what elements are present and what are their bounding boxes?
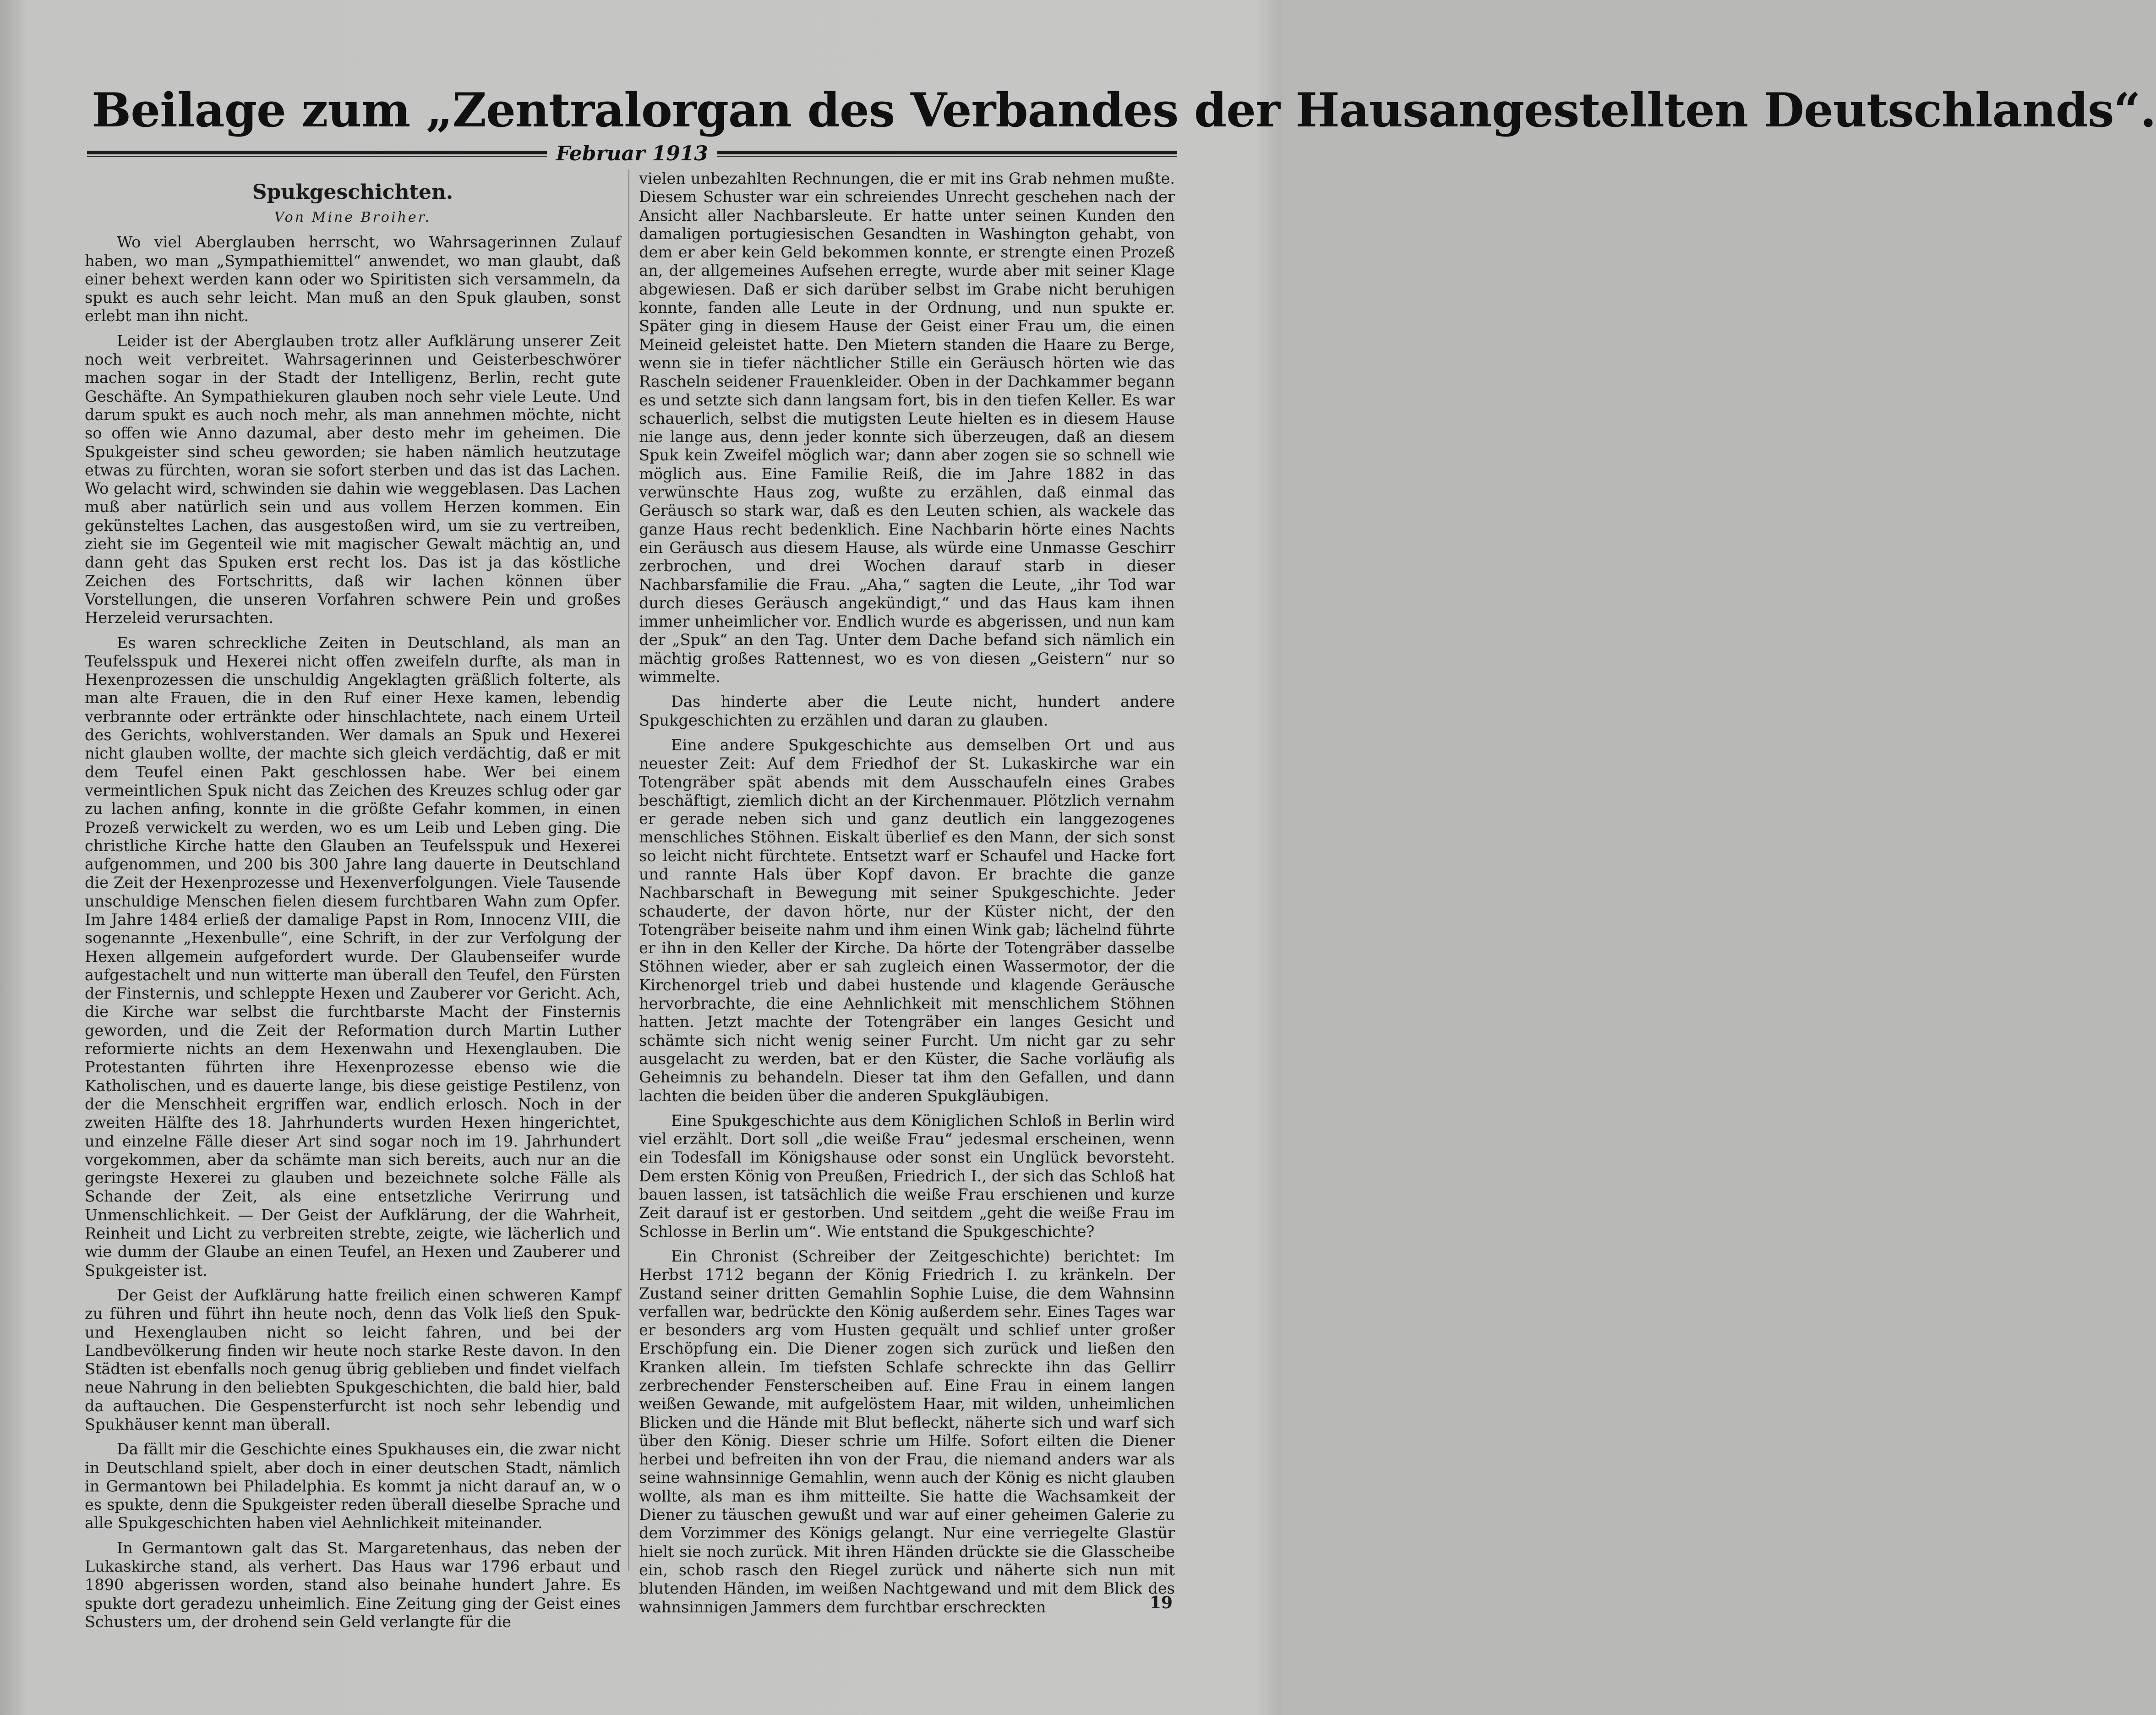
dateline-rule-right [717, 151, 1177, 157]
paragraph: Da fällt mir die Geschichte eines Spukhauses ein, die zwar nicht in Deutschland spielt, aber doch in einer deutschen Stadt, nämlich in Germantown bei Philadelphia. Es kommt ja nicht darauf an, w o es spukte, denn die Spukgeister reden überall dieselbe Sprache und alle Spukgeschichten haben viel Aehnlichkeit miteinander. [85, 1440, 621, 1532]
paragraph: Wo viel Aberglauben herrscht, wo Wahrsagerinnen Zulauf haben, wo man „Sympathiemittel“ anwendet, wo man glaubt, daß einer behext werden kann oder wo Spiritisten sich versammeln, da spukt es auch sehr leicht. Man muß an den Spuk glauben, sonst erlebt man ihn nicht. [85, 233, 621, 325]
paragraph: Eine Spukgeschichte aus dem Königlichen Schloß in Berlin wird viel erzählt. Dort soll „die weiße Frau“ jedesmal erscheinen, wenn ein Todesfall im Königshause oder sonst ein Unglück bevorsteht. Dem ersten König von Preußen, Friedrich I., der sich das Schloß hat bauen lassen, ist tatsächlich die weiße Frau erschienen und kurze Zeit darauf ist er gestorben. Und seitdem „geht die weiße Frau im Schlosse in Berlin um“. Wie entstand die Spukgeschichte? [639, 1111, 1175, 1240]
paragraph: Es waren schreckliche Zeiten in Deutschland, als man an Teufelsspuk und Hexerei nicht offen zweifeln durfte, als man in Hexenprozessen die unschuldig Angeklagten gräßlich folterte, als man alte Frauen, die in den Ruf einer Hexe kamen, lebendig verbrannte oder ertränkte oder hinschlachtete, nach einem Urteil des Gerichts, wohlverstanden. Wer damals an Spuk und Hexerei nicht glauben wollte, der machte sich gleich verdächtig, daß er mit dem Teufel einen Pakt geschlossen habe. Wer bei einem vermeintlichen Spuk nicht das Zeichen des Kreuzes schlug oder gar zu lachen anfing, konnte in die größte Gefahr kommen, in einen Prozeß verwickelt zu werden, wo es um Leib und Leben ging. Die christliche Kirche hatte den Glauben an Teufelsspuk und Hexerei aufgenommen, und 200 bis 300 Jahre lang dauerte in Deutschland die Zeit der Hexenprozesse und Hexenverfolgungen. Viele Tausende unschuldige Menschen fielen diesem furchtbaren Wahn zum Opfer. Im Jahre 1484 erließ der damalige Papst in Rom, Innocenz VIII, die sogenannte „Hexenbulle“, eine Schrift, in der zur Verfolgung der Hexen allgemein aufgefordert wurde. Der Glaubenseifer wurde aufgestachelt und nun witterte man überall den Teufel, den Fürsten der Finsternis, und schleppte Hexen und Zauberer vor Gericht. Ach, die Kirche war selbst die furchtbarste Macht der Finsternis geworden, und die Zeit der Reformation durch Martin Luther reformierte nichts an dem Hexenwahn und Hexenglauben. Die Protestanten führten ihre Hexenprozesse ebenso wie die Katholischen, und es dauerte lange, bis diese geistige Pestilenz, von der die Menschheit ergriffen war, endlich erlosch. Noch in der zweiten Hälfte des 18. Jahrhunderts wurden Hexen hingerichtet, und einzelne Fälle dieser Art sind sogar noch im 19. Jahrhundert vorgekommen, aber da schämte man sich bereits, auch nur an die geringste Hexerei zu glauben und bezeichnete solche Fälle als Schande der Zeit, als eine entsetzliche Verirrung und Unmenschlichkeit. — Der Geist der Aufklärung, der die Wahrheit, Reinheit und Licht zu verbreiten strebte, zeigte, wie lächerlich und wie dumm der Glaube an einen Teufel, an Hexen und Zauberer und Spukgeister ist. [85, 634, 621, 1279]
article-byline: Von Mine Broiher. [274, 209, 431, 225]
paragraph: Leider ist der Aberglauben trotz aller Aufklärung unserer Zeit noch weit verbreitet. Wahrsagerinnen und Geisterbeschwörer machen sogar in der Stadt der Intelligenz, Berlin, recht gute Geschäfte. An Sympathiekuren glauben noch sehr viele Leute. Und darum spukt es auch noch mehr, als man annehmen möchte, nicht so offen wie Anno dazumal, aber desto mehr im geheimen. Die Spukgeister sind scheu geworden; sie haben nämlich heutzutage etwas zu fürchten, woran sie sofort sterben und das ist das Lachen. Wo gelacht wird, schwinden sie dahin wie weggeblasen. Das Lachen muß aber natürlich sein und aus vollem Herzen kommen. Ein gekünsteltes Lachen, das ausgestoßen wird, um sie zu vertreiben, zieht sie im Gegenteil wie mit magischer Gewalt mächtig an, und dann geht das Spuken erst recht los. Das ist ja das köstliche Zeichen des Fortschritts, daß wir lachen können über Vorstellungen, die unseren Vorfahren schwere Pein und großes Herzeleid verursachten. [85, 332, 621, 627]
paragraph: vielen unbezahlten Rechnungen, die er mit ins Grab nehmen mußte. Diesem Schuster war ein schreiendes Unrecht geschehen nach der Ansicht aller Nachbarsleute. Er hatte unter seinen Kunden den damaligen portugiesischen Gesandten in Washington gehabt, von dem er aber kein Geld bekommen konnte, er strengte einen Prozeß an, der allgemeines Aufsehen erregte, wurde aber mit seiner Klage abgewiesen. Daß er sich darüber selbst im Grabe nicht beruhigen konnte, fanden alle Leute in der Ordnung, und nun spukte er. Später ging in diesem Hause der Geist einer Frau um, die einen Meineid geleistet hatte. Den Mietern standen die Haare zu Berge, wenn sie in tiefer nächtlicher Stille ein Geräusch hörten wie das Rascheln seidener Frauenkleider. Oben in der Dachkammer begann es und setzte sich dann langsam fort, bis in den tiefen Keller. Es war schauerlich, selbst die mutigsten Leute hielten es in diesem Hause nie lange aus, denn jeder konnte sich überzeugen, daß an diesem Spuk kein Zweifel möglich war; dann aber zogen sie so schnell wie möglich aus. Eine Familie Reiß, die im Jahre 1882 in das verwünschte Haus zog, wußte zu erzählen, daß einmal das Geräusch so stark war, daß es den Leuten schien, als wackele das ganze Haus recht bedenklich. Eine Nachbarin hörte eines Nachts ein Geräusch aus diesem Hause, als würde eine Unmasse Geschirr zerbrochen, und drei Wochen darauf starb in dieser Nachbarsfamilie die Frau. „Aha,“ sagten die Leute, „ihr Tod war durch dieses Geräusch angekündigt,“ und das Haus kam ihnen immer unheimlicher vor. Endlich wurde es abgerissen, und nun kam der „Spuk“ an den Tag. Unter dem Dache befand sich nämlich ein mächtig großes Rattennest, wo es von diesen „Geistern“ nur so wimmelte. [639, 169, 1175, 686]
column-divider [628, 169, 629, 1571]
article-title: Spukgeschichten. [252, 180, 453, 204]
page-number: 19 [1150, 1593, 1173, 1612]
paragraph: Das hinderte aber die Leute nicht, hundert andere Spukgeschichten zu erzählen und daran zu glauben. [639, 693, 1175, 729]
dateline [87, 140, 1177, 167]
issue-date: Februar 1913 [556, 142, 709, 165]
paragraph: Eine andere Spukgeschichte aus demselben Ort und aus neuester Zeit: Auf dem Friedhof der St. Lukaskirche war ein Totengräber spät abends mit dem Ausschaufeln eines Grabes beschäftigt, ziemlich dicht an der Kirchenmauer. Plötzlich vernahm er gerade neben sich und ganz deutlich ein langgezogenes menschliches Stöhnen. Eiskalt überlief es den Mann, der sich sonst so leicht nicht fürchtete. Entsetzt warf er Schaufel und Hacke fort und rannte Hals über Kopf davon. Er brachte die ganze Nachbarschaft in Bewegung mit seiner Spukgeschichte. Jeder schauderte, der davon hörte, nur der Küster nicht, der den Totengräber beiseite nahm und ihm einen Wink gab; lächelnd führte er ihn in den Keller der Kirche. Da hörte der Totengräber dasselbe Stöhnen wieder, aber er sah zugleich einen Wassermotor, der die Kirchenorgel trieb und dabei hustende und klagende Geräusche hervorbrachte, die eine Aehnlichkeit mit menschlichem Stöhnen hatten. Jetzt machte der Totengräber ein langes Gesicht und schämte sich nicht wenig seiner Furcht. Um nicht gar zu sehr ausgelacht zu werden, bat er den Küster, die Sache vorläufig als Geheimnis zu behandeln. Dieser tat ihm den Gefallen, und dann lachten die beiden über die anderen Spukgläubigen. [639, 736, 1175, 1105]
dateline-rule-left [87, 151, 547, 157]
column-left [85, 169, 621, 1638]
paragraph: Der Geist der Aufklärung hatte freilich einen schweren Kampf zu führen und führt ihn heute noch, denn das Volk ließ den Spuk- und Hexenglauben nicht so leicht fahren, und bei der Landbevölkerung finden wir heute noch starke Reste davon. In den Städten ist ebenfalls noch genug übrig geblieben und findet vielfach neue Nahrung in den beliebten Spukgeschichten, die bald hier, bald da auftauchen. Die Gespensterfurcht ist noch sehr lebendig und Spukhäuser kennt man überall. [85, 1286, 621, 1433]
column-right [639, 169, 1175, 1623]
paragraph: In Germantown galt das St. Margaretenhaus, das neben der Lukaskirche stand, als verhert. Das Haus war 1796 erbaut und 1890 abgerissen worden, stand also beinahe hundert Jahre. Es spukte dort geradezu unheimlich. Eine Zeitung ging der Geist eines Schusters um, der drohend sein Geld verlangte für die [85, 1539, 621, 1631]
paragraph: Ein Chronist (Schreiber der Zeitgeschichte) berichtet: Im Herbst 1712 begann der König Friedrich I. zu kränkeln. Der Zustand seiner dritten Gemahlin Sophie Luise, die dem Wahnsinn verfallen war, bedrückte den König außerdem sehr. Eines Tages war er besonders arg vom Husten gequält und schlief unter großer Erschöpfung ein. Die Diener zogen sich zurück und ließen den Kranken allein. Im tiefsten Schlafe schreckte ihn das Gellirr zerbrechender Fensterscheiben auf. Eine Frau in einem langen weißen Gewande, mit aufgelöstem Haar, mit wilden, unheimlichen Blicken und die Hände mit Blut befleckt, näherte sich und warf sich über den König. Dieser schrie um Hilfe. Sofort eilten die Diener herbei und befreiten ihn von der Frau, die niemand anders war als seine wahnsinnige Gemahlin, wenn auch der König es nicht glauben wollte, als man es ihm mitteilte. Sie hatte die Wachsamkeit der Diener zu täuschen gewußt und war auf einer geheimen Galerie zu dem Vorzimmer des Königs gelangt. Nur eine verriegelte Glastür hielt sie noch zurück. Mit ihren Händen drückte sie die Glasscheibe ein, schob rasch den Riegel zurück und näherte sich nun mit blutenden Händen, im weißen Nachtgewand und mit dem Blick des wahnsinnigen Jammers dem furchtbar erschreckten [639, 1247, 1175, 1616]
masthead: Beilage zum „Zentralorgan des Verbandes der Hausangestellten Deutschlands“. [92, 83, 2156, 138]
